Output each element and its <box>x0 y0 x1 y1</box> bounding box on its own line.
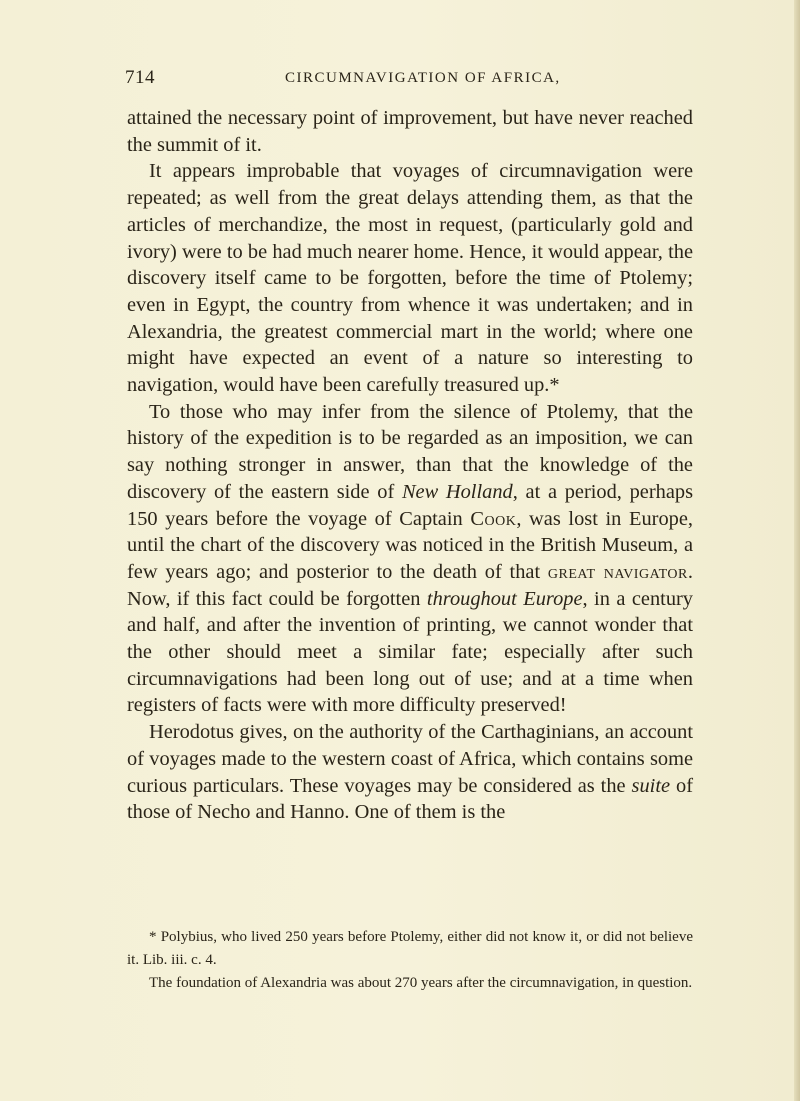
p3-text-e: , was lost in Europe, until the chart of the discovery was noticed in the British Museum, a few years ago; and posterior to the death of that <box>127 507 693 583</box>
p4-text-a: Herodotus gives, on the authority of the Carthaginians, an account of voyages made to the western coast of Africa, which contains some curious particulars. These voyages may be considered as the <box>127 721 693 797</box>
p3-text-c: , at a period, perhaps 150 years before the voyage of Captain <box>127 480 693 530</box>
paragraph-4 <box>127 719 693 826</box>
p3-smallcaps-great-navigator: great navigator <box>547 560 688 583</box>
page-edge <box>794 0 800 1101</box>
p3-smallcaps-cook: Cook <box>470 507 517 530</box>
page-number: 714 <box>125 67 155 88</box>
p3-text-g: . Now, if this fact could be forgotten <box>127 560 693 610</box>
running-head: CIRCUMNAVIGATION OF AFRICA, <box>285 70 561 86</box>
paragraph-3 <box>127 399 693 719</box>
footnote-1: * Polybius, who lived 250 years before Ptolemy, either did not know it, or did not believe it. Lib. iii. c. 4. <box>127 929 693 968</box>
p4-text-c: of those of Necho and Hanno. One of them is the <box>127 774 693 824</box>
p4-italic-suite: suite <box>631 774 671 797</box>
p3-text-a: To those who may infer from the silence of Ptolemy, that the history of the expedition is to be regarded as an imposition, we can say nothing stronger in answer, than that the knowledge of the discovery of the eastern side of <box>127 400 693 503</box>
p3-italic-throughout-europe: throughout Europe <box>426 587 583 610</box>
footnote-2: The foundation of Alexandria was about 270 years after the circumnavigation, in question. <box>149 975 693 991</box>
paragraph-2: It appears improbable that voyages of circumnavigation were repeated; as well from the great delays attending them, as that the articles of merchandize, the most in request, (particularly gold and ivory) were to be had much nearer home. Hence, it would appear, the discovery itself came to be forgotten, before the time of Ptolemy; even in Egypt, the country from whence it was undertaken; and in Alexandria, the greatest commercial mart in the world; where one might have expected an event of a nature so interesting to navigation, would have been carefully treasured up.* <box>127 160 693 397</box>
p3-text-i: , in a century and half, and after the invention of printing, we cannot wonder that the other should meet a similar fate; especially after such circumnavigations had been long out of use; and at a time when registers of facts were with more difficulty preserved! <box>127 587 693 717</box>
p3-italic-new-holland: New Holland <box>401 480 513 503</box>
footnotes <box>127 926 693 995</box>
body-text <box>127 105 693 826</box>
page-header <box>125 67 695 91</box>
paragraph-1: attained the necessary point of improvement, but have never reached the summit of it. <box>127 107 693 156</box>
